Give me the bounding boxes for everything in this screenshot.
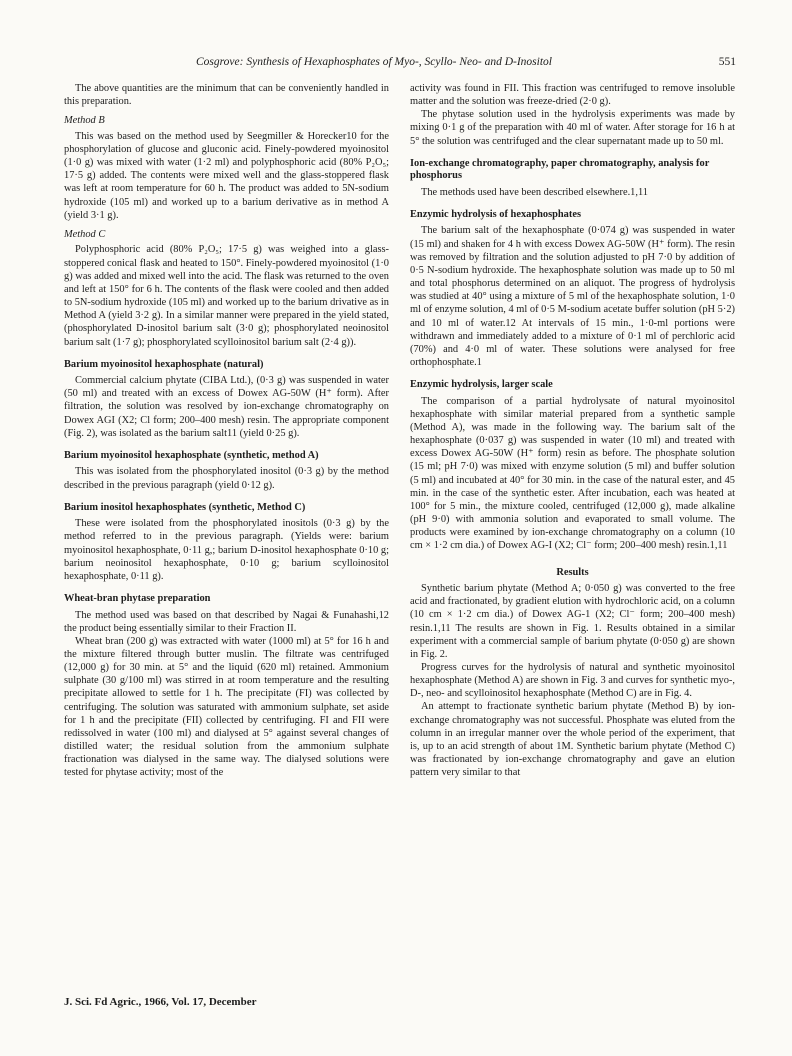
paragraph: These were isolated from the phosphorylated inositols (0·3 g) by the method referred to in the previous paragraph. (Yields were: barium myoinositol hexaphosphate, 0·11 g,; barium D-inositol hexaphosphate 0·10 g; barium neoinositol hexaphosphate, 0·10 g; barium scylloinositol hexaphosphate, 0·11 g).	[64, 518, 389, 582]
paragraph: The phytase solution used in the hydrolysis experiments was made by mixing 0·1 g of the preparation with 40 ml of water. After storage for 16 h at 5° the solution was centrifuged and the clear supernatant made up to 50 ml.	[410, 109, 735, 147]
paragraph: activity was found in FII. This fraction was centrifuged to remove insoluble matter and the solution was freeze-dried (2·0 g).	[410, 83, 735, 108]
paragraph: The methods used have been described elsewhere.1,11	[421, 186, 648, 198]
left-column	[64, 82, 389, 780]
running-header	[64, 56, 736, 72]
paragraph: The above quantities are the minimum that can be conveniently handled in this preparation.	[64, 83, 389, 108]
paragraph: This was isolated from the phosphorylated inositol (0·3 g) by the method described in the previous paragraph (yield 0·12 g).	[64, 466, 389, 491]
subheading-method-b: Method B	[64, 115, 105, 127]
paragraph: Polyphosphoric acid (80% P₂O₅; 17·5 g) was weighed into a glass-stoppered conical flask and heated to 150°. Finely-powdered myoinositol (1·0 g) was added and mixed well into the acid. The flask was returned to the oven and left at 150° for 6 h. The contents of the flask were cooled and then added to 5N-sodium hydroxide (105 ml) and worked up to the barium drivative as in Method A (yield 3·2 g). In a similar manner were prepared in the yield stated, (phosphorylated D-inositol barium salt (3·0 g); phosphorylated neoinositol barium salt (1·7 g); phosphorylated scylloinositol barium salt (2·4 g)).	[64, 244, 389, 348]
results-heading: Results	[556, 566, 589, 578]
paragraph: The barium salt of the hexaphosphate (0·074 g) was suspended in water (15 ml) and shaken for 4 h with excess Dowex AG-50W (H⁺ form). The resin was removed by filtration and the solution adjusted to pH 7·0 by addition of 0·5 N-sodium hydroxide. The hexaphosphate solution was made up to 50 ml and total phosphorus determined on an aliquot. The progress of hydrolysis was studied at 40° using a mixture of 5 ml of the hexaphosphate solution, 1·0 ml of enzyme solution, 4 ml of 0·5 M-sodium acetate buffer solution (pH 5·2) and 10 ml of water.12 At intervals of 15 min., 1·0-ml portions were withdrawn and immediately added to a mixture of 0·1 ml of perchloric acid (70%) and 4·0 ml of water. These solutions were analysed for free orthophosphate.1	[410, 225, 735, 368]
section-heading: Barium inositol hexaphosphates (synthetic, Method C)	[64, 501, 306, 513]
paragraph: Synthetic barium phytate (Method A; 0·050 g) was converted to the free acid and fractionated, by gradient elution with hydrochloric acid, on a column (10 cm × 1·2 cm dia.) of Dowex AG-1 (X2; Cl⁻ form; 200–400 mesh) resin.1,11 The results are shown in Fig. 1. Results obtained in a similar experiment with a commercial sample of barium phytate (0·050 g) are shown in Fig. 2.	[410, 583, 735, 660]
paragraph: An attempt to fractionate synthetic barium phytate (Method B) by ion-exchange chromatography was not successful. Phosphate was eluted from the column in an irregular manner over the whole period of the experiment, that is, up to an acid strength of about 1M. Synthetic barium phytate (Method C) was fractionated by ion-exchange chromatography and gave an elution pattern very similar to that	[410, 701, 735, 779]
right-column	[410, 82, 735, 779]
section-heading: Enzymic hydrolysis of hexaphosphates	[410, 208, 581, 220]
paragraph: Wheat bran (200 g) was extracted with water (1000 ml) at 5° for 16 h and the mixture filtered through butter muslin. The filtrate was centrifuged (12,000 g) for 30 min. at 5° and the liquid (620 ml) retained. Ammonium sulphate (30 g/100 ml) was stirred in at room temperature and the resulting precipitate allowed to settle for 1 h. The precipitate (FI) was collected by centrifuging. The solution was saturated with ammonium sulphate, set aside for 1 h and the precipitate (FII) collected by centrifuging. FI and FII were redissolved in water (100 ml) and dialysed at 5° against several changes of distilled water; the residual solution from the ammonium sulphate fractionation was dialysed in the same way. The dialysed solutions were tested for phytase activity; most of the	[64, 635, 389, 779]
paragraph: This was based on the method used by Seegmiller & Horecker10 for the phosphorylation of glucose and gluconic acid. Finely-powdered myoinositol (1·0 g) was mixed with water (1·2 ml) and polyphosphoric acid (80% P₂O₅; 17·5 g) added. The contents were mixed well and the glass-stoppered flask was left at room temperature for 60 h. The product was added to 5N-sodium hydroxide (105 ml) and worked up to a barium derivative as in method A (yield 3·1 g).	[64, 130, 389, 221]
subheading-method-c: Method C	[64, 228, 106, 240]
page-number: 551	[718, 56, 736, 68]
paragraph: Progress curves for the hydrolysis of natural and synthetic myoinositol hexaphosphate (Method A) are shown in Fig. 3 and curves for synthetic myo-, D-, neo- and scylloinositol hexaphosphate (Method C) are in Fig. 4.	[410, 661, 735, 700]
running-title: Cosgrove: Synthesis of Hexaphosphates of Myo-, Scyllo- Neo- and D-Inositol	[195, 56, 552, 68]
journal-footer: J. Sci. Fd Agric., 1966, Vol. 17, December	[64, 996, 257, 1008]
section-heading: Wheat-bran phytase preparation	[64, 593, 211, 605]
section-heading: Enzymic hydrolysis, larger scale	[410, 379, 553, 391]
section-heading: Ion-exchange chromatography, paper chromatography, analysis for phosphorus	[410, 157, 710, 182]
paragraph: The comparison of a partial hydrolysate of natural myoinositol hexaphosphate with similar material prepared from a synthetic sample (Method A), was made in the following way. The barium salt of the hexaphosphate (0·037 g) was suspended in water (10 ml) and treated with excess Dowex AG-50W (H⁺ form) resin as before. The phosphate solution (15 ml; pH 7·0) was mixed with enzyme solution (5 ml) and buffer solution (5 ml) and incubated at 40° for 30 min. in the case of the natural ester, and 45 min. in the case of the synthetic ester. After incubation, each was heated at 100° for 5 min., the mixture cooled, centrifuged (12,000 g), made alkaline (pH 9·0) with ammonia solution and evaporated to small volume. The products were examined by ion-exchange chromatography on a column (10 cm × 1·2 cm dia.) of Dowex AG-I (X2; Cl⁻ form; 200–400 mesh) resin.1,11	[410, 395, 735, 552]
section-heading: Barium myoinositol hexaphosphate (natural)	[64, 358, 264, 370]
paragraph: The method used was based on that described by Nagai & Funahashi,12 the product being essentially similar to their Fraction II.	[64, 609, 389, 634]
section-heading: Barium myoinositol hexaphosphate (synthetic, method A)	[64, 449, 319, 461]
paragraph: Commercial calcium phytate (CIBA Ltd.), (0·3 g) was suspended in water (50 ml) and treated with an excess of Dowex AG-50W (H⁺ form). After filtration, the solution was resolved by ion-exchange chromatography on Dowex AGI (X2; Cl form; 200–400 mesh) resin. The appropriate component (Fig. 2), was isolated as the barium salt11 (yield 0·25 g).	[64, 375, 389, 439]
